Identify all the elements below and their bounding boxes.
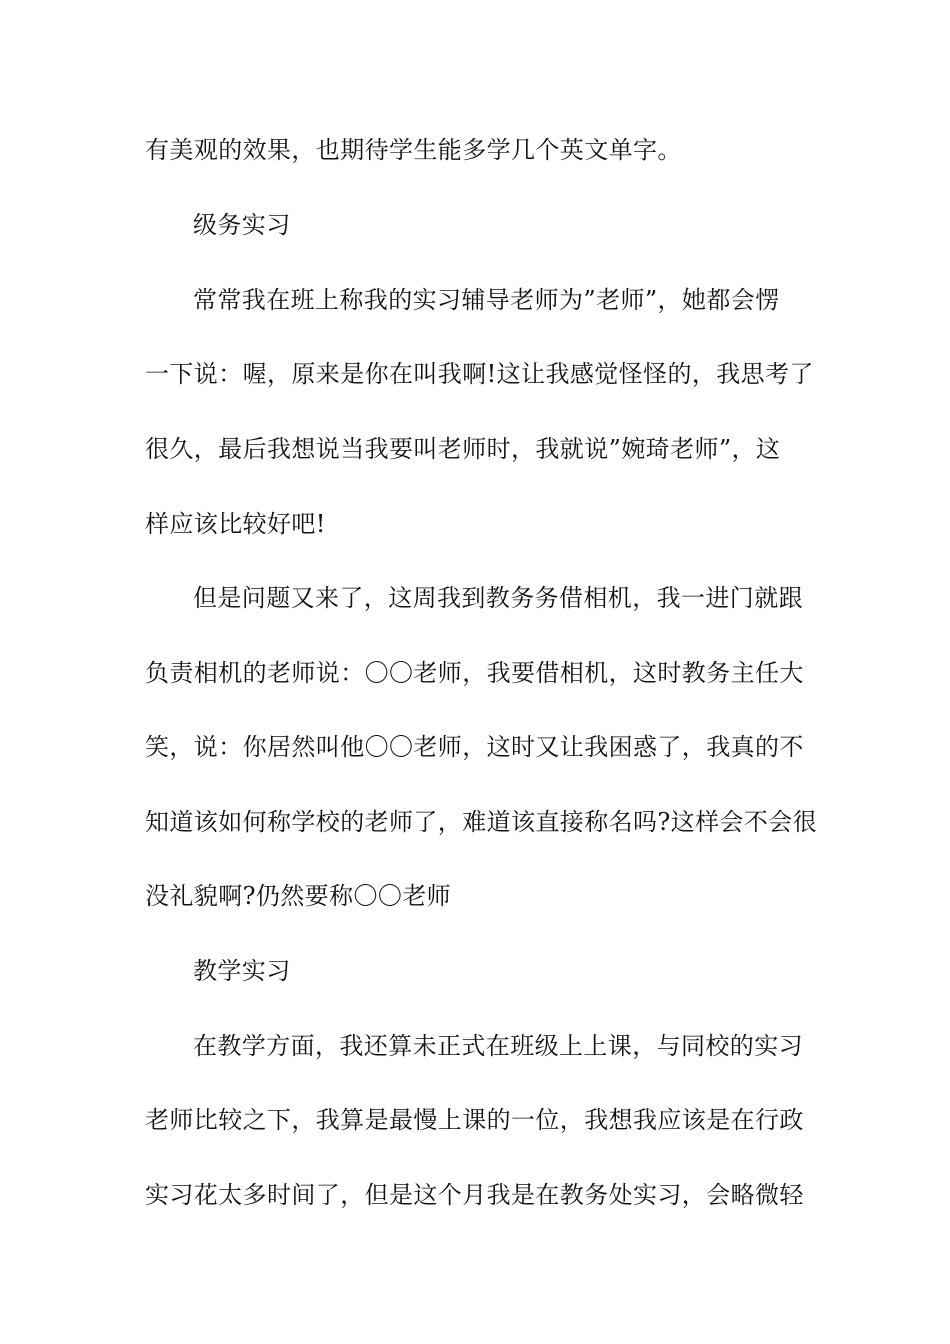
text-line: 实习花太多时间了，但是这个月我是在教务处实习，会略微轻 bbox=[145, 1181, 804, 1209]
text-line: 负责相机的老师说：〇〇老师，我要借相机，这时教务主任大 bbox=[145, 659, 804, 687]
text-line: 但是问题又来了，这周我到教务务借相机，我一进门就跟 bbox=[193, 584, 803, 612]
text-line: 老师比较之下，我算是最慢上课的一位，我想我应该是在行政 bbox=[145, 1106, 804, 1134]
text-line: 有美观的效果，也期待学生能多学几个英文单字。 bbox=[145, 136, 682, 164]
text-line: 在教学方面，我还算未正式在班级上上课，与同校的实习 bbox=[193, 1032, 803, 1060]
section-heading: 教学实习 bbox=[193, 957, 291, 985]
text-line: 常常我在班上称我的实习辅导老师为”老师”，她都会愣 bbox=[193, 286, 780, 314]
text-line: 一下说：喔，原来是你在叫我啊!这让我感觉怪怪的，我思考了 bbox=[145, 360, 814, 388]
text-line: 笑，说：你居然叫他〇〇老师，这时又让我困惑了，我真的不 bbox=[145, 733, 804, 761]
text-line: 没礼貌啊?仍然要称〇〇老师 bbox=[145, 882, 452, 910]
text-line: 很久，最后我想说当我要叫老师时，我就说”婉琦老师”，这 bbox=[145, 435, 781, 463]
text-line: 样应该比较好吧! bbox=[145, 510, 326, 538]
section-heading: 级务实习 bbox=[193, 211, 291, 239]
text-line: 知道该如何称学校的老师了，难道该直接称名吗?这样会不会很 bbox=[145, 808, 818, 836]
